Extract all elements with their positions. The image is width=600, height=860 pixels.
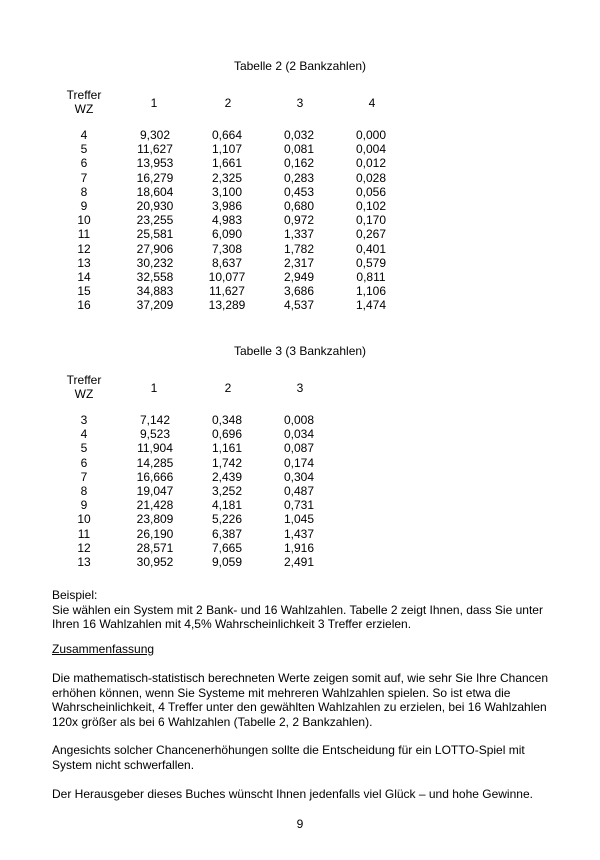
cell-col-3: 1,045 [283, 512, 315, 527]
summary-paragraph-1-text: Die mathematisch-statistisch berechneten Werte zeigen somit auf, wie sehr Sie Ihre Chancen erhöhen können, wenn Sie Systeme mit mehreren Wahlzahlen spielen. So ist etwa die Wahrscheinlichkeit, 4 Treffer unter den gewählten Wahlzahlen zu erzielen, bei 16 Wahlzahlen 120x größer als bei 6 Wahlzahlen (Tabelle 2, 2 Bankzahlen). [52, 671, 549, 729]
cell-col-1: 32,558 [136, 269, 174, 284]
cell-col-1: 14,285 [136, 455, 174, 470]
header-treffer-label: Treffer [66, 88, 102, 102]
cell-col-4: 0,401 [355, 241, 387, 256]
cell-col-2: 4,983 [211, 213, 243, 228]
cell-col-1: 9,523 [139, 427, 171, 442]
example-label: Beispiel: [52, 588, 98, 602]
cell-col-1: 18,604 [136, 184, 174, 199]
cell-col-2: 8,637 [211, 255, 243, 270]
cell-col-1: 30,952 [136, 554, 174, 569]
cell-wz: 10 [77, 512, 91, 527]
cell-wz: 13 [77, 554, 91, 569]
cell-col-1: 26,190 [136, 526, 174, 541]
cell-col-2: 11,627 [209, 284, 245, 299]
cell-col-4: 0,000 [355, 128, 387, 142]
cell-col-2: 10,077 [208, 269, 246, 284]
cell-col-3: 0,283 [283, 170, 315, 185]
cell-wz: 11 [77, 526, 91, 541]
cell-wz: 16 [77, 298, 91, 313]
cell-col-2: 0,664 [211, 128, 243, 142]
cell-col-2: 4,181 [211, 498, 243, 513]
cell-col-3: 0,081 [283, 142, 315, 157]
cell-col-2: 1,661 [211, 156, 243, 171]
cell-col-1: 27,906 [136, 241, 174, 256]
cell-col-4: 0,102 [355, 198, 387, 213]
cell-col-2: 2,325 [211, 170, 243, 185]
cell-col-1: 11,904 [137, 441, 173, 456]
cell-wz: 8 [80, 184, 88, 199]
cell-col-2: 5,226 [211, 512, 243, 527]
cell-wz: 6 [80, 455, 88, 470]
cell-wz: 5 [80, 441, 88, 456]
cell-col-2: 1,161 [211, 441, 243, 456]
cell-wz: 9 [80, 198, 88, 213]
cell-col-1: 37,209 [136, 298, 174, 313]
cell-col-4: 0,170 [355, 213, 387, 228]
summary-paragraph-3-text: Der Herausgeber dieses Buches wünscht Ihnen jedenfalls viel Glück – und hohe Gewinne. [52, 787, 533, 801]
cell-wz: 7 [80, 469, 88, 484]
cell-col-2: 13,289 [208, 298, 246, 313]
cell-col-3: 0,304 [283, 469, 315, 484]
cell-wz: 3 [80, 413, 88, 427]
cell-col-4: 0,579 [355, 255, 387, 270]
cell-wz: 8 [80, 483, 88, 498]
cell-col-2: 3,986 [211, 198, 243, 213]
cell-col-1: 25,581 [136, 227, 174, 242]
cell-wz: 11 [77, 227, 91, 242]
cell-col-3: 0,032 [283, 128, 315, 142]
cell-col-3: 0,008 [283, 413, 315, 427]
cell-wz: 14 [77, 269, 91, 284]
cell-col-3: 3,686 [283, 284, 315, 299]
table2-header-col-4: 4 [368, 96, 376, 110]
cell-col-3: 0,972 [283, 213, 315, 228]
cell-wz: 13 [77, 255, 91, 270]
cell-col-1: 28,571 [136, 540, 174, 555]
cell-col-4: 0,012 [355, 156, 387, 171]
cell-wz: 9 [80, 498, 88, 513]
cell-wz: 4 [80, 128, 88, 142]
cell-col-3: 4,537 [283, 298, 315, 313]
cell-col-4: 0,056 [355, 184, 387, 199]
cell-col-3: 0,087 [283, 441, 315, 456]
cell-col-1: 11,627 [137, 142, 173, 157]
cell-col-3: 0,453 [283, 184, 315, 199]
cell-col-1: 9,302 [139, 128, 171, 142]
example-text: Sie wählen ein System mit 2 Bank- und 16 Wahlzahlen. Tabelle 2 zeigt Ihnen, dass Sie unter Ihren 16 Wahlzahlen mit 4,5% Wahrscheinlichkeit 3 Treffer erzielen. [52, 602, 543, 631]
table2-header-treffer [52, 88, 116, 116]
cell-col-2: 7,665 [211, 540, 243, 555]
cell-col-2: 2,439 [211, 469, 243, 484]
cell-col-1: 13,953 [136, 156, 174, 171]
summary-heading-text: Zusammenfassung [52, 642, 155, 656]
table3-caption: Tabelle 3 (3 Bankzahlen) [233, 344, 367, 358]
cell-col-1: 20,930 [136, 198, 174, 213]
cell-col-3: 1,337 [283, 227, 315, 242]
cell-col-1: 30,232 [136, 255, 174, 270]
cell-col-4: 0,811 [356, 269, 386, 284]
cell-col-1: 19,047 [136, 483, 174, 498]
table3-header-col-1: 1 [150, 381, 158, 395]
cell-col-4: 1,474 [355, 298, 387, 313]
table3-header-col-3: 3 [296, 381, 304, 395]
header-wz-label: WZ [74, 387, 94, 401]
table2-header-col-1: 1 [150, 96, 158, 110]
table2-caption: Tabelle 2 (2 Bankzahlen) [233, 59, 367, 73]
cell-wz: 7 [80, 170, 88, 185]
cell-col-4: 1,106 [355, 284, 387, 299]
cell-col-1: 7,142 [139, 413, 171, 427]
cell-col-2: 1,107 [211, 142, 243, 157]
cell-col-2: 0,696 [211, 427, 243, 442]
cell-col-4: 0,267 [355, 227, 387, 242]
cell-wz: 15 [77, 284, 91, 299]
summary-heading [52, 642, 552, 657]
cell-col-3: 2,949 [283, 269, 315, 284]
cell-col-3: 1,782 [283, 241, 315, 256]
cell-col-1: 23,809 [136, 512, 174, 527]
cell-col-3: 2,317 [283, 255, 315, 270]
cell-col-3: 0,174 [283, 455, 315, 470]
table3-header-col-2: 2 [224, 381, 232, 395]
cell-col-3: 0,162 [283, 156, 315, 171]
summary-paragraph-2-text: Angesichts solcher Chancenerhöhungen sollte die Entscheidung für ein LOTTO-Spiel mit System nicht schwerfallen. [52, 743, 525, 772]
summary-paragraph-2 [52, 743, 552, 772]
cell-col-4: 0,028 [355, 170, 387, 185]
cell-col-2: 3,252 [211, 483, 243, 498]
cell-col-1: 16,279 [136, 170, 174, 185]
cell-col-2: 9,059 [211, 554, 243, 569]
cell-col-2: 1,742 [211, 455, 243, 470]
cell-wz: 6 [80, 156, 88, 171]
example-block [52, 588, 552, 632]
table2-header-col-3: 3 [296, 96, 304, 110]
cell-col-1: 21,428 [136, 498, 174, 513]
cell-col-2: 0,348 [211, 413, 243, 427]
cell-col-3: 0,680 [283, 198, 315, 213]
cell-col-2: 6,090 [211, 227, 243, 242]
cell-col-2: 6,387 [211, 526, 243, 541]
cell-col-3: 2,491 [283, 554, 315, 569]
header-wz-label: WZ [74, 102, 94, 116]
cell-col-4: 0,004 [355, 142, 387, 157]
cell-col-3: 0,731 [283, 498, 315, 513]
cell-wz: 12 [77, 241, 91, 256]
summary-paragraph-1 [52, 671, 552, 729]
cell-col-3: 1,916 [283, 540, 315, 555]
cell-wz: 5 [80, 142, 88, 157]
cell-col-3: 0,487 [283, 483, 315, 498]
page-number: 9 [296, 817, 304, 831]
cell-wz: 12 [77, 540, 91, 555]
summary-paragraph-3 [52, 787, 552, 802]
cell-wz: 10 [77, 213, 91, 228]
cell-col-3: 0,034 [283, 427, 315, 442]
table3-header-treffer [52, 373, 116, 401]
cell-col-1: 16,666 [136, 469, 174, 484]
table2-header-col-2: 2 [224, 96, 232, 110]
cell-col-2: 7,308 [211, 241, 243, 256]
cell-wz: 4 [80, 427, 88, 442]
cell-col-1: 34,883 [136, 284, 174, 299]
cell-col-1: 23,255 [136, 213, 174, 228]
cell-col-2: 3,100 [211, 184, 243, 199]
cell-col-3: 1,437 [283, 526, 315, 541]
header-treffer-label: Treffer [66, 373, 102, 387]
